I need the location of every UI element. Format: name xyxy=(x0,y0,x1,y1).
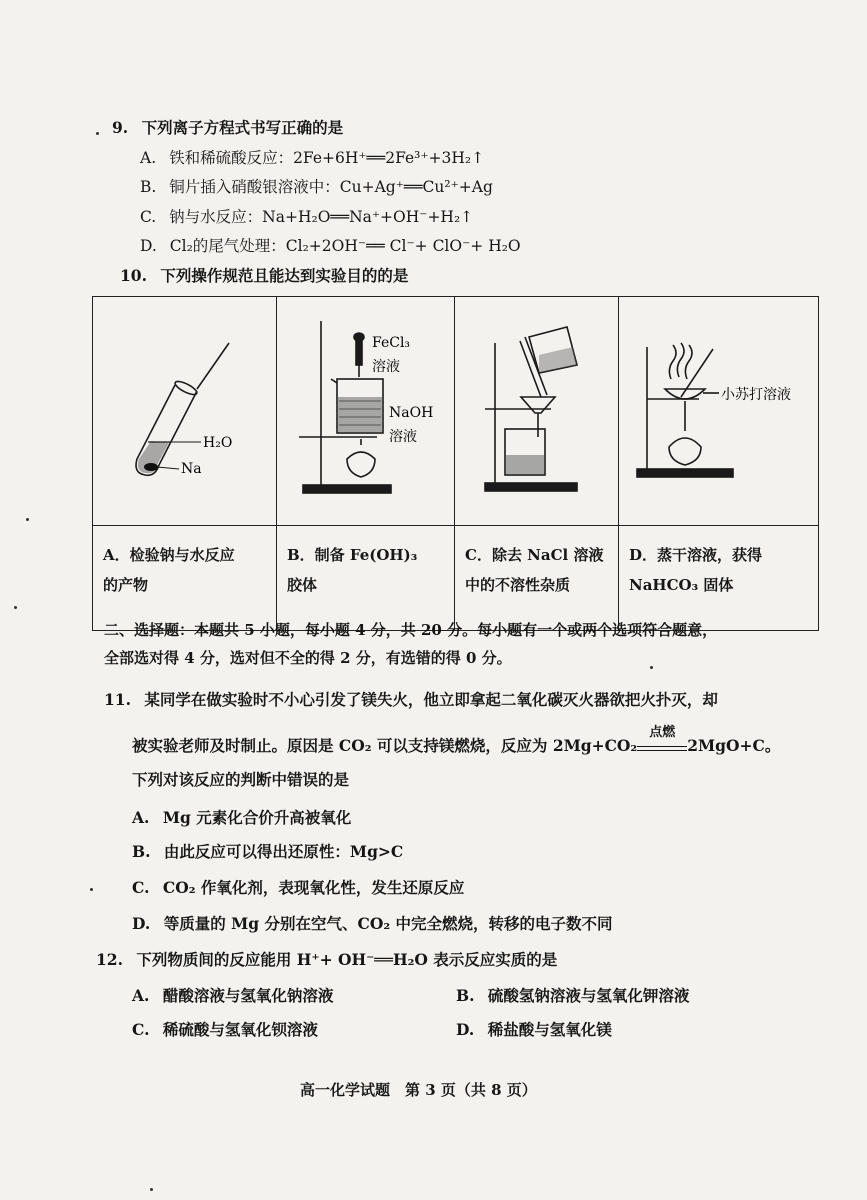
q10-options-table xyxy=(92,296,819,631)
evaporating-dish-diagram xyxy=(619,297,817,521)
q12-option-b-text: 硫酸氢钠溶液与氢氧化钾溶液 xyxy=(487,986,690,1005)
page-footer: 高一化学试题 第 3 页（共 8 页） xyxy=(300,1081,537,1099)
q11-option-c-letter: C. xyxy=(132,878,150,897)
q11-option-a xyxy=(132,808,351,828)
q10-figure-c xyxy=(455,297,619,526)
q9-number: 9. xyxy=(112,118,129,137)
test-tube-diagram xyxy=(93,297,275,521)
q12-option-c-letter: C. xyxy=(132,1020,150,1039)
q11-option-c-text: CO₂ 作氧化剂，表现氧化性，发生还原反应 xyxy=(162,878,465,897)
q9-stem-text: 下列离子方程式书写正确的是 xyxy=(141,118,344,137)
q10-option-b-line2: 胶体 xyxy=(287,576,318,594)
label-fecl3-solution: 溶液 xyxy=(372,359,400,375)
q11-option-b-text: 由此反应可以得出还原性：Mg>C xyxy=(163,842,404,861)
q11-reaction-arrow xyxy=(637,725,687,751)
label-naoh: NaOH xyxy=(389,405,434,421)
q12-option-a-letter: A. xyxy=(132,986,150,1005)
q11-option-b xyxy=(132,842,403,862)
scan-speck xyxy=(150,1188,153,1191)
q12-stem xyxy=(96,950,557,970)
q9-option-a-text: 铁和稀硫酸反应：2Fe+6H⁺══2Fe³⁺+3H₂↑ xyxy=(169,149,485,167)
scan-speck xyxy=(650,666,653,669)
q11-stem-line1 xyxy=(104,690,718,710)
q9-option-a xyxy=(140,148,484,168)
q12-stem-text: 下列物质间的反应能用 H⁺+ OH⁻══H₂O 表示反应实质的是 xyxy=(136,950,558,969)
q9-option-c-letter: C. xyxy=(140,208,157,226)
q10-option-a xyxy=(93,526,277,631)
q10-figure-d xyxy=(619,297,819,526)
q9-option-d-text: Cl₂的尾气处理：Cl₂+2OH⁻══ Cl⁻+ ClO⁻+ H₂O xyxy=(169,237,521,255)
scan-speck xyxy=(14,606,17,609)
q9-stem xyxy=(112,118,343,138)
q11-stem2-post: 2MgO+C。 xyxy=(687,736,781,755)
q10-stem xyxy=(120,266,408,286)
q10-option-c xyxy=(455,526,619,631)
q11-option-a-letter: A. xyxy=(132,808,150,827)
label-baking-soda: 小苏打溶液 xyxy=(721,387,791,403)
q10-number: 10. xyxy=(120,266,147,285)
q12-option-c xyxy=(132,1020,318,1040)
q10-option-d-line1: D．蒸干溶液，获得 xyxy=(629,546,763,564)
q12-option-a xyxy=(132,986,333,1006)
q12-option-c-text: 稀硫酸与氢氧化钡溶液 xyxy=(162,1020,318,1039)
q11-option-a-text: Mg 元素化合价升高被氧化 xyxy=(162,808,352,827)
q9-option-d xyxy=(140,236,521,256)
q11-option-b-letter: B. xyxy=(132,842,151,861)
q9-option-b-text: 铜片插入硝酸银溶液中：Cu+Ag⁺══Cu²⁺+Ag xyxy=(169,178,493,196)
q11-stem2-pre: 被实验老师及时制止。原因是 CO₂ 可以支持镁燃烧，反应为 2Mg+CO₂ xyxy=(132,736,638,755)
q12-option-b-letter: B. xyxy=(456,986,475,1005)
q12-option-a-text: 醋酸溶液与氢氧化钠溶液 xyxy=(162,986,334,1005)
label-fecl3: FeCl₃ xyxy=(372,335,411,351)
q9-option-d-letter: D. xyxy=(140,237,157,255)
q9-option-c xyxy=(140,207,473,227)
q11-stem-line3: 下列对该反应的判断中错误的是 xyxy=(132,770,350,789)
q9-option-c-text: 钠与水反应：Na+H₂O══Na⁺+OH⁻+H₂↑ xyxy=(169,208,474,226)
q11-condition: 点燃 xyxy=(649,725,676,740)
q9-option-a-letter: A. xyxy=(140,149,157,167)
q12-option-d xyxy=(456,1020,612,1040)
q11-stem1-text: 某同学在做实验时不小心引发了镁失火，他立即拿起二氧化碳灭火器欲把火扑灭，却 xyxy=(144,690,718,709)
q10-figure-a xyxy=(93,297,277,526)
q11-option-d-letter: D. xyxy=(132,914,151,933)
q9-option-b-letter: B. xyxy=(140,178,157,196)
q10-option-d-line2: NaHCO₃ 固体 xyxy=(629,576,734,594)
scan-speck xyxy=(90,888,93,891)
q10-option-a-line1: A．检验钠与水反应 xyxy=(103,546,235,564)
q10-stem-text: 下列操作规范且能达到实验目的的是 xyxy=(160,266,409,285)
section2-line2: 全部选对得 4 分，选对但不全的得 2 分，有选错的得 0 分。 xyxy=(104,649,512,667)
q10-option-b xyxy=(277,526,455,631)
scan-speck xyxy=(96,132,99,135)
q12-option-b xyxy=(456,986,689,1006)
q12-number: 12. xyxy=(96,950,123,969)
scan-speck xyxy=(26,518,29,521)
q12-option-d-letter: D. xyxy=(456,1020,475,1039)
q11-option-d-text: 等质量的 Mg 分别在空气、CO₂ 中完全燃烧，转移的电子数不同 xyxy=(163,914,613,933)
q10-option-a-line2: 的产物 xyxy=(103,576,149,594)
q11-number: 11. xyxy=(104,690,131,709)
q10-figure-b xyxy=(277,297,455,526)
q10-option-d xyxy=(619,526,819,631)
q10-option-b-line1: B．制备 Fe(OH)₃ xyxy=(287,546,418,564)
filtration-diagram xyxy=(455,297,617,521)
beaker-stand-diagram xyxy=(277,297,453,521)
q11-option-c xyxy=(132,878,464,898)
label-naoh-solution: 溶液 xyxy=(389,429,417,445)
label-h2o: H₂O xyxy=(203,435,233,451)
q11-stem-line2 xyxy=(132,725,781,756)
q12-option-d-text: 稀盐酸与氢氧化镁 xyxy=(487,1020,612,1039)
section2-line1: 二、选择题：本题共 5 小题，每小题 4 分，共 20 分。每小题有一个或两个选项符合题意， xyxy=(104,621,718,639)
q11-option-d xyxy=(132,914,613,934)
q9-option-b xyxy=(140,177,493,197)
q10-option-c-line1: C．除去 NaCl 溶液 xyxy=(465,546,604,564)
q10-option-c-line2: 中的不溶性杂质 xyxy=(465,576,571,594)
label-na: Na xyxy=(181,461,202,477)
